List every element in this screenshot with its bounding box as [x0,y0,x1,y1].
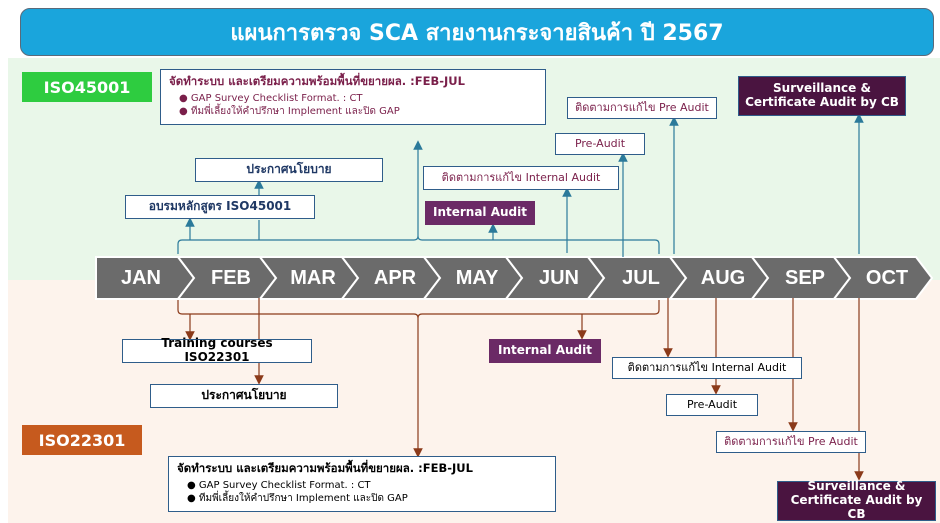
bottom-surveillance-box: Surveillance & Certificate Audit by CB [777,481,936,521]
bottom-internal-audit-box: Internal Audit [489,339,601,363]
month-label-sep: SEP [784,266,826,289]
top-follow-pre-box: ติดตามการแก้ไข Pre Audit [567,97,717,119]
top-plan-line-1: ● GAP Survey Checklist Format. : CT [179,92,363,104]
top-pre-audit-box: Pre-Audit [555,133,645,155]
top-surveillance-box: Surveillance & Certificate Audit by CB [738,76,906,116]
page-title: แผนการตรวจ SCA สายงานกระจายสินค้า ปี 2567 [20,8,934,56]
bottom-plan-line-2: ● ทีมพี่เลี้ยงให้คำปรึกษา Implement และปิด GAP [187,493,408,505]
top-internal-audit-box: Internal Audit [425,201,535,225]
bottom-plan-heading: จัดทำระบบ และเตรียมความพร้อมพื้นที่ขยายผล. :FEB-JUL [177,461,473,475]
top-training-box: อบรมหลักสูตร ISO45001 [125,195,315,219]
month-label-jul: JUL [622,266,660,289]
iso22301-label: ISO22301 [22,425,142,455]
month-label-feb: FEB [211,266,251,289]
month-label-jun: JUN [538,266,579,289]
month-label-apr: APR [373,266,417,289]
month-label-oct: OCT [865,266,909,289]
top-plan-line-2: ● ทีมพี่เลี้ยงให้คำปรึกษา Implement และปิด GAP [179,106,400,118]
top-announce-policy-box: ประกาศนโยบาย [195,158,383,182]
bottom-plan-line-1: ● GAP Survey Checklist Format. : CT [187,479,371,491]
bottom-training-box: Training courses ISO22301 [122,339,312,363]
iso45001-label: ISO45001 [22,72,152,102]
bottom-period-brace [178,300,659,318]
top-plan-box [160,69,546,125]
month-label-may: MAY [455,266,499,289]
top-plan-heading: จัดทำระบบ และเตรียมความพร้อมพื้นที่ขยายผล. :FEB-JUL [169,74,465,88]
month-label-mar: MAR [290,266,336,289]
month-label-jan: JAN [120,266,161,289]
bottom-pre-audit-box: Pre-Audit [666,394,758,416]
bottom-announce-policy-box: ประกาศนโยบาย [150,384,338,408]
bottom-follow-internal-box: ติดตามการแก้ไข Internal Audit [612,357,802,379]
bottom-plan-box [168,456,556,512]
bottom-follow-pre-box: ติดตามการแก้ไข Pre Audit [716,431,866,453]
top-period-brace [178,236,659,254]
top-follow-internal-box: ติดตามการแก้ไข Internal Audit [423,166,619,190]
month-label-aug: AUG [700,266,746,289]
